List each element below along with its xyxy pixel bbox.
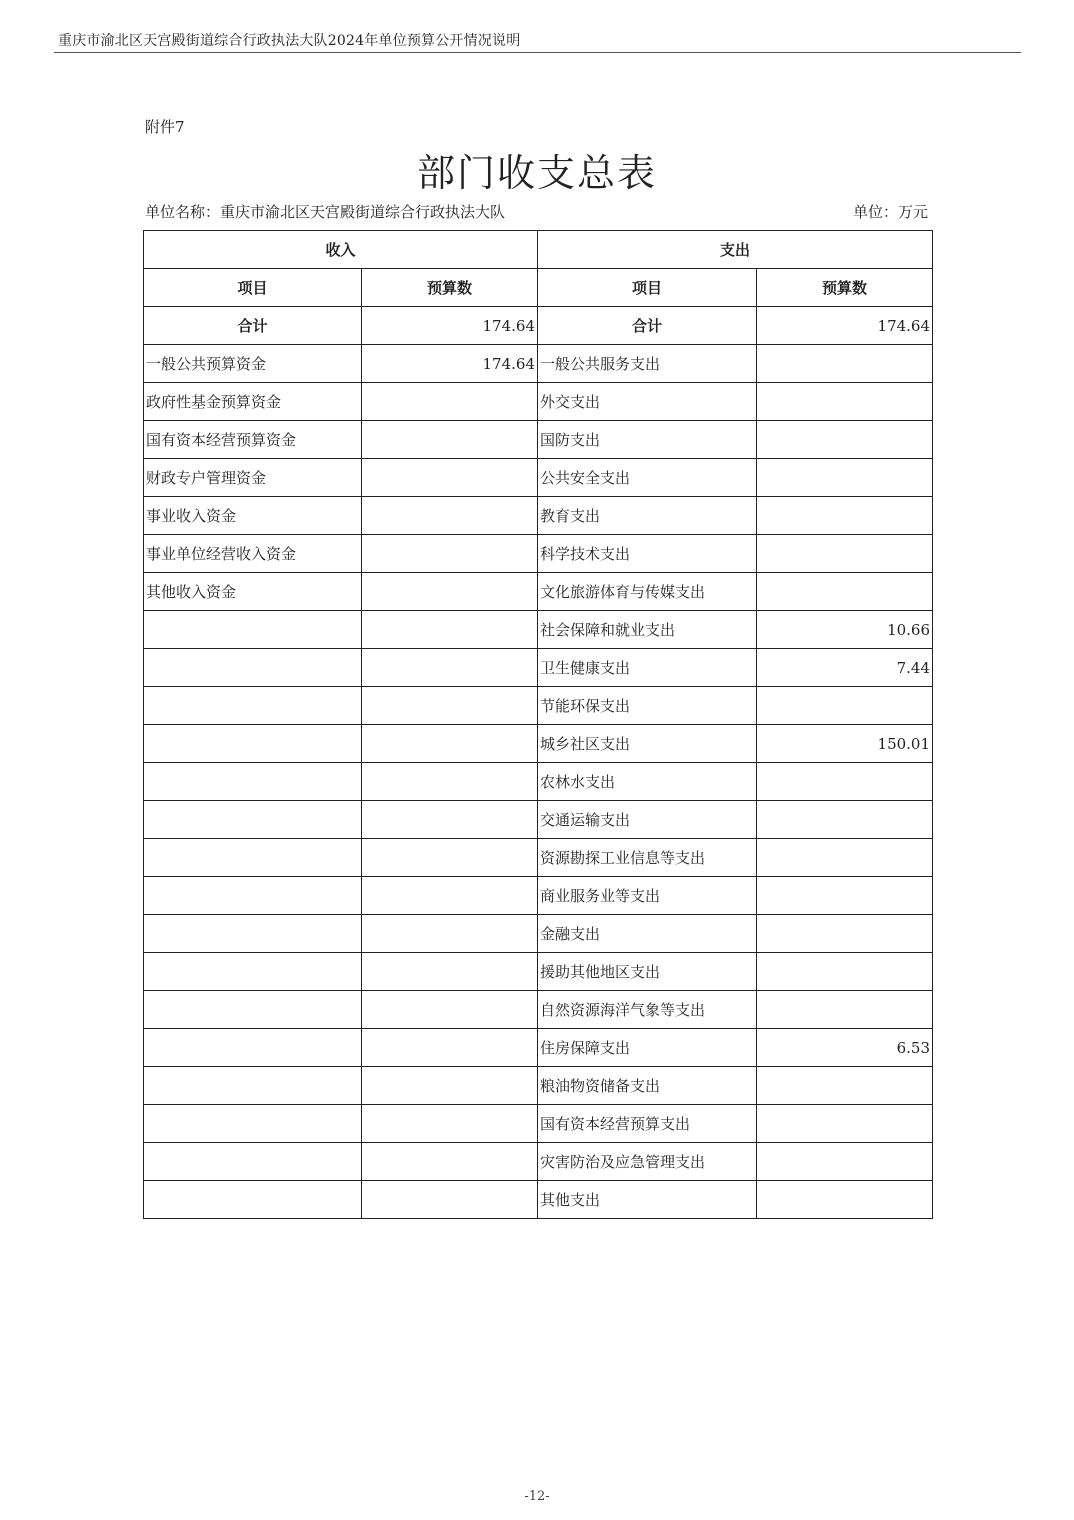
table-row	[144, 649, 933, 687]
income-item-cell	[144, 1105, 362, 1143]
page-number: -12-	[524, 1489, 550, 1504]
table-row	[144, 991, 933, 1029]
expense-item-cell: 自然资源海洋气象等支出	[538, 991, 757, 1029]
expense-value-cell	[757, 1143, 933, 1181]
table-row	[144, 953, 933, 991]
table-row	[144, 1067, 933, 1105]
table-row	[144, 383, 933, 421]
income-value-cell	[362, 535, 538, 573]
expense-item-column-header: 项目	[538, 269, 757, 307]
income-item-cell	[144, 725, 362, 763]
income-value-cell	[362, 573, 538, 611]
expense-value-cell	[757, 345, 933, 383]
expense-value-cell	[757, 915, 933, 953]
income-item-cell	[144, 877, 362, 915]
table-row	[144, 535, 933, 573]
income-item-column-header: 项目	[144, 269, 362, 307]
expense-value-cell	[757, 1067, 933, 1105]
income-item-cell	[144, 649, 362, 687]
income-value-cell	[362, 991, 538, 1029]
income-value-cell	[362, 1067, 538, 1105]
income-value-cell	[362, 725, 538, 763]
income-item-cell	[144, 687, 362, 725]
expense-value-cell: 7.44	[757, 649, 933, 687]
header-divider	[54, 52, 1021, 53]
expense-value-cell	[757, 573, 933, 611]
table-row	[144, 497, 933, 535]
budget-table	[143, 230, 933, 1219]
expense-value-cell	[757, 535, 933, 573]
table-row	[144, 611, 933, 649]
income-item-cell: 政府性基金预算资金	[144, 383, 362, 421]
page-title: 部门收支总表	[416, 151, 657, 195]
income-item-cell	[144, 1181, 362, 1219]
table-row	[144, 915, 933, 953]
income-item-cell: 事业收入资金	[144, 497, 362, 535]
expense-value-cell	[757, 687, 933, 725]
income-value-cell	[362, 1181, 538, 1219]
table-row	[144, 801, 933, 839]
table-row	[144, 1105, 933, 1143]
table-body	[144, 307, 933, 1219]
income-item-cell: 财政专户管理资金	[144, 459, 362, 497]
expense-item-cell: 金融支出	[538, 915, 757, 953]
income-item-cell	[144, 953, 362, 991]
running-header: 重庆市渝北区天宫殿街道综合行政执法大队2024年单位预算公开情况说明	[58, 33, 521, 49]
table-row	[144, 687, 933, 725]
table-row	[144, 725, 933, 763]
income-item-cell	[144, 1067, 362, 1105]
unit-name: 单位名称：重庆市渝北区天宫殿街道综合行政执法大队	[145, 203, 506, 221]
income-item-cell	[144, 763, 362, 801]
expense-value-cell	[757, 877, 933, 915]
income-item-cell	[144, 611, 362, 649]
income-item-cell	[144, 915, 362, 953]
expense-value-cell	[757, 953, 933, 991]
table-column-header-row	[144, 269, 933, 307]
expense-budget-column-header: 预算数	[757, 269, 933, 307]
table-row	[144, 877, 933, 915]
expense-item-cell: 国防支出	[538, 421, 757, 459]
table-row	[144, 573, 933, 611]
income-item-cell	[144, 1143, 362, 1181]
expense-item-cell: 社会保障和就业支出	[538, 611, 757, 649]
expense-value-cell	[757, 801, 933, 839]
income-total-value: 174.64	[362, 307, 538, 345]
table-row	[144, 459, 933, 497]
income-item-cell	[144, 801, 362, 839]
income-value-cell	[362, 383, 538, 421]
income-value-cell	[362, 877, 538, 915]
income-value-cell	[362, 801, 538, 839]
income-value-cell	[362, 839, 538, 877]
income-value-cell	[362, 763, 538, 801]
expense-item-cell: 灾害防治及应急管理支出	[538, 1143, 757, 1181]
expense-value-cell	[757, 1181, 933, 1219]
income-value-cell	[362, 421, 538, 459]
income-item-cell	[144, 839, 362, 877]
income-total-label: 合计	[144, 307, 362, 345]
expense-header: 支出	[538, 231, 933, 269]
expense-value-cell	[757, 763, 933, 801]
expense-item-cell: 援助其他地区支出	[538, 953, 757, 991]
total-row	[144, 307, 933, 345]
expense-value-cell: 150.01	[757, 725, 933, 763]
expense-value-cell	[757, 1105, 933, 1143]
expense-item-cell: 节能环保支出	[538, 687, 757, 725]
income-item-cell: 其他收入资金	[144, 573, 362, 611]
expense-item-cell: 住房保障支出	[538, 1029, 757, 1067]
table-row	[144, 345, 933, 383]
expense-item-cell: 城乡社区支出	[538, 725, 757, 763]
table-row	[144, 1029, 933, 1067]
expense-item-cell: 交通运输支出	[538, 801, 757, 839]
income-value-cell	[362, 687, 538, 725]
table-section-header-row	[144, 231, 933, 269]
expense-item-cell: 农林水支出	[538, 763, 757, 801]
expense-value-cell	[757, 839, 933, 877]
unit-label: 单位：万元	[852, 203, 928, 221]
income-budget-column-header: 预算数	[362, 269, 538, 307]
income-value-cell	[362, 1029, 538, 1067]
table-row	[144, 839, 933, 877]
income-value-cell	[362, 953, 538, 991]
expense-value-cell: 10.66	[757, 611, 933, 649]
income-value-cell	[362, 459, 538, 497]
income-item-cell	[144, 991, 362, 1029]
expense-value-cell	[757, 421, 933, 459]
income-item-cell: 事业单位经营收入资金	[144, 535, 362, 573]
expense-value-cell	[757, 459, 933, 497]
income-item-cell	[144, 1029, 362, 1067]
expense-value-cell	[757, 383, 933, 421]
table-row	[144, 763, 933, 801]
income-value-cell	[362, 497, 538, 535]
table-row	[144, 1181, 933, 1219]
expense-item-cell: 国有资本经营预算支出	[538, 1105, 757, 1143]
income-header: 收入	[144, 231, 538, 269]
income-item-cell: 一般公共预算资金	[144, 345, 362, 383]
expense-total-label: 合计	[538, 307, 757, 345]
expense-item-cell: 粮油物资储备支出	[538, 1067, 757, 1105]
expense-item-cell: 其他支出	[538, 1181, 757, 1219]
expense-item-cell: 卫生健康支出	[538, 649, 757, 687]
expense-item-cell: 教育支出	[538, 497, 757, 535]
expense-item-cell: 一般公共服务支出	[538, 345, 757, 383]
income-value-cell	[362, 915, 538, 953]
expense-item-cell: 科学技术支出	[538, 535, 757, 573]
expense-value-cell	[757, 991, 933, 1029]
expense-item-cell: 文化旅游体育与传媒支出	[538, 573, 757, 611]
income-value-cell	[362, 1143, 538, 1181]
expense-value-cell: 6.53	[757, 1029, 933, 1067]
expense-item-cell: 商业服务业等支出	[538, 877, 757, 915]
expense-total-value: 174.64	[757, 307, 933, 345]
table-row	[144, 1143, 933, 1181]
expense-item-cell: 资源勘探工业信息等支出	[538, 839, 757, 877]
income-item-cell: 国有资本经营预算资金	[144, 421, 362, 459]
income-value-cell: 174.64	[362, 345, 538, 383]
table-row	[144, 421, 933, 459]
income-value-cell	[362, 649, 538, 687]
income-value-cell	[362, 1105, 538, 1143]
expense-item-cell: 外交支出	[538, 383, 757, 421]
expense-value-cell	[757, 497, 933, 535]
income-value-cell	[362, 611, 538, 649]
attachment-label: 附件7	[145, 118, 185, 136]
expense-item-cell: 公共安全支出	[538, 459, 757, 497]
